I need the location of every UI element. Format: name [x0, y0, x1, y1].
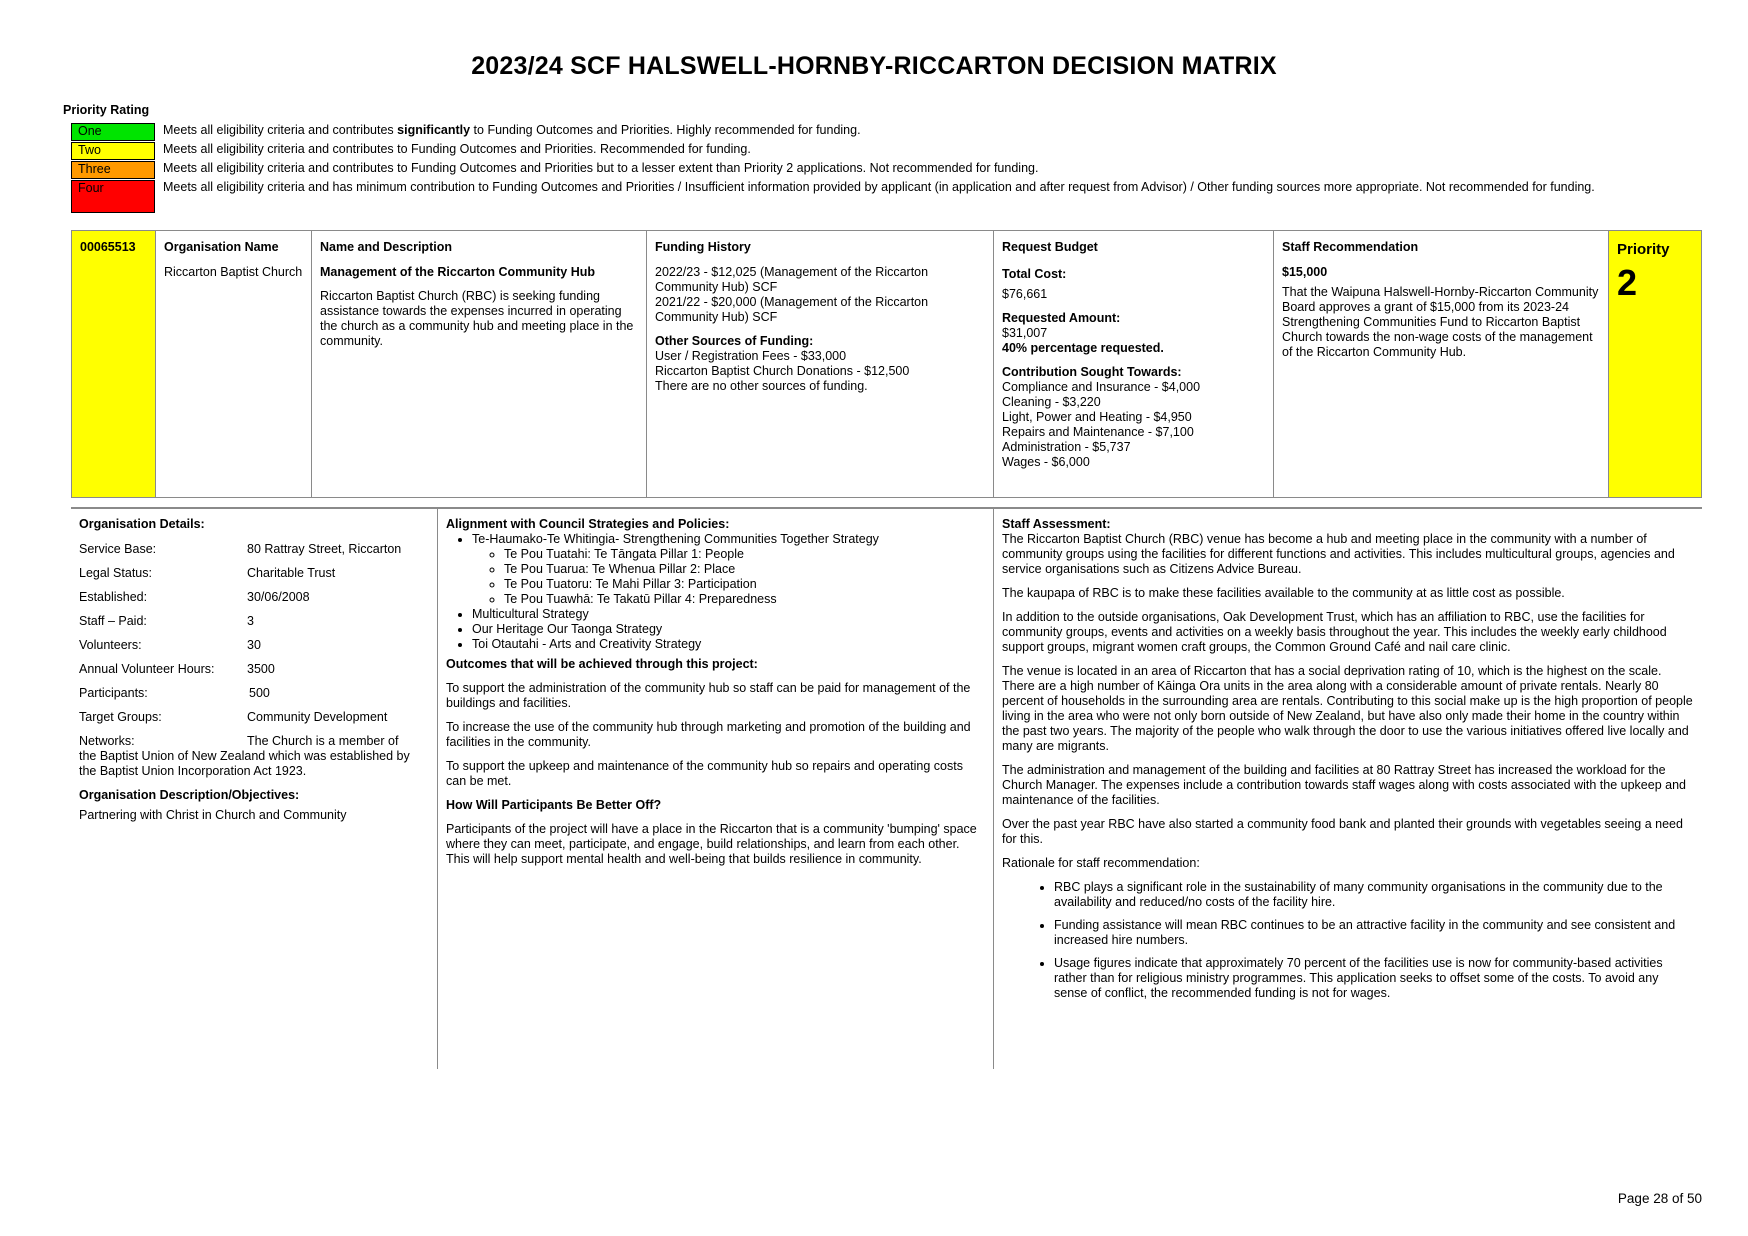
decision-matrix-row — [71, 230, 1702, 498]
detail-label: Staff – Paid: — [79, 614, 147, 628]
priority-header: Priority — [1617, 241, 1670, 258]
assessment-paragraph: The administration and management of the building and facilities at 80 Rattray Street has increased the workload for the Church Manager. The expenses include a contribution towards staff wages along with costs associated with the upkeep and maintenance of the facilities. — [1002, 763, 1686, 807]
pillar-list — [472, 547, 985, 607]
staff-assessment-panel — [993, 509, 1702, 1069]
better-off-text: Participants of the project will have a place in the Riccarton that is a community 'bumping' space where they can meet, participate, and engage, build relationships, and learn from each other. This will help support mental health and well-being that builds resilience in community. — [446, 822, 977, 866]
contribution-item: Light, Power and Heating - $4,950 — [1002, 410, 1192, 424]
strategy-item — [472, 532, 985, 607]
funding-history-header: Funding History — [655, 240, 751, 254]
detail-row-volunteer-hours — [79, 662, 429, 686]
alignment-heading: Alignment with Council Strategies and Policies: — [446, 517, 730, 531]
organisation-description-heading: Organisation Description/Objectives: — [79, 788, 300, 802]
pillar-item: ◦ Te Pou Tuatahi: Te Tāngata Pillar 1: People — [504, 547, 985, 562]
assessment-paragraph: In addition to the outside organisations, Oak Development Trust, which has an affiliation to RBC, use the facilities for community groups, events and activities on a weekly basis throughout the year. This includes the weekly early childhood support groups, migrant women craft groups, the Common Ground Café and nail care clinic. — [1002, 610, 1667, 654]
detail-label: Established: — [79, 590, 148, 604]
project-description: Riccarton Baptist Church (RBC) is seeking funding assistance towards the expenses incurred in operating the church as a community hub and meeting place in the community. — [320, 289, 634, 348]
detail-row-service-base — [79, 542, 429, 566]
contribution-item: Wages - $6,000 — [1002, 455, 1090, 469]
staff-recommendation-amount: $15,000 — [1282, 265, 1328, 279]
detail-label: Service Base: — [79, 542, 157, 556]
other-source-item: User / Registration Fees - $33,000 — [655, 349, 847, 363]
request-budget-header: Request Budget — [1002, 240, 1098, 254]
detail-row-volunteers — [79, 638, 429, 662]
detail-value: 30/06/2008 — [247, 590, 310, 604]
priority-swatch-three: Three — [71, 161, 155, 179]
detail-row-networks — [79, 734, 429, 779]
requested-amount-value: $31,007 — [1002, 326, 1048, 340]
requested-amount-label: Requested Amount: — [1002, 311, 1121, 325]
organisation-details-panel — [71, 509, 437, 1069]
total-cost-label: Total Cost: — [1002, 267, 1067, 281]
rationale-list — [1002, 880, 1694, 1001]
pillar-item: ◦ Te Pou Tuatoru: Te Mahi Pillar 3: Participation — [504, 577, 985, 592]
pillar-item: ◦ Te Pou Tuawhā: Te Takatū Pillar 4: Preparedness — [504, 592, 985, 607]
funding-history-item: 2022/23 - $12,025 (Management of the Riccarton Community Hub) SCF — [655, 265, 929, 294]
detail-row-legal-status — [79, 566, 429, 590]
name-description-header: Name and Description — [320, 240, 452, 254]
outcome-item: To increase the use of the community hub through marketing and promotion of the building and facilities in the community. — [446, 720, 971, 749]
application-id: 00065513 — [80, 240, 136, 254]
strategy-list — [446, 532, 985, 652]
priority-text-one — [163, 123, 1723, 138]
other-sources-header: Other Sources of Funding: — [655, 334, 814, 348]
detail-value: Charitable Trust — [247, 566, 336, 580]
priority-text-one-pre: Meets all eligibility criteria and contributes — [163, 123, 398, 137]
organisation-name: Riccarton Baptist Church — [164, 265, 303, 279]
organisation-details-heading: Organisation Details: — [79, 517, 205, 531]
funding-history-item: 2021/22 - $20,000 (Management of the Riccarton Community Hub) SCF — [655, 295, 929, 324]
priority-rating-heading: Priority Rating — [63, 103, 150, 117]
priority-value: 2 — [1617, 262, 1638, 303]
rationale-item: • Usage figures indicate that approximately 70 percent of the facilities use is now for community-based activities rather than for religious ministry programmes. This application seeks to offset some of the costs. To avoid any sense of conflict, the recommended funding is not for wages. — [1054, 956, 1694, 1001]
staff-assessment-heading: Staff Assessment: — [1002, 517, 1111, 531]
detail-label: Volunteers: — [79, 638, 142, 652]
rationale-item: • Funding assistance will mean RBC continues to be an attractive facility in the community and see consistent and increased hire numbers. — [1054, 918, 1694, 948]
priority-cell — [1609, 231, 1701, 497]
strategy-item: • Toi Otautahi - Arts and Creativity Strategy — [472, 637, 985, 652]
rationale-heading: Rationale for staff recommendation: — [1002, 856, 1200, 870]
assessment-paragraph: The kaupapa of RBC is to make these facilities available to the community at as little cost as possible. — [1002, 586, 1565, 600]
priority-text-one-post: to Funding Outcomes and Priorities. Highly recommended for funding. — [470, 123, 861, 137]
organisation-description: Partnering with Christ in Church and Community — [79, 808, 347, 822]
strategy-main: Te-Haumako-Te Whitingia- Strengthening Communities Together Strategy — [472, 532, 879, 546]
detail-label: Networks: — [79, 734, 135, 748]
detail-label: Legal Status: — [79, 566, 152, 580]
detail-value: Community Development — [247, 710, 388, 724]
staff-recommendation-text: That the Waipuna Halswell-Hornby-Riccarton Community Board approves a grant of $15,000 from its 2023-24 Strengthening Communities Fund to Riccarton Baptist Church towards the non-wage costs of the management of the Riccarton Community Hub. — [1282, 285, 1599, 359]
contribution-item: Administration - $5,737 — [1002, 440, 1131, 454]
detail-row-target-groups — [79, 710, 429, 734]
outcomes-heading: Outcomes that will be achieved through this project: — [446, 657, 758, 671]
detail-row-established — [79, 590, 429, 614]
page-title: 2023/24 SCF HALSWELL-HORNBY-RICCARTON DECISION MATRIX — [471, 52, 1277, 80]
assessment-paragraph: The Riccarton Baptist Church (RBC) venue has become a hub and meeting place in the community with a number of community groups using the facilities for different functions and activities. This includes multicultural groups, agencies and service organisations such as Citizens Advice Bureau. — [1002, 532, 1675, 576]
priority-swatch-four: Four — [71, 180, 155, 213]
funding-history-cell — [647, 231, 994, 497]
detail-value: 3500 — [247, 662, 275, 676]
detail-value: 30 — [247, 638, 261, 652]
priority-text-three: Meets all eligibility criteria and contributes to Funding Outcomes and Priorities but to a lesser extent than Priority 2 applications. Not recommended for funding. — [163, 161, 1039, 175]
name-description-cell — [312, 231, 647, 497]
request-budget-cell — [994, 231, 1274, 497]
assessment-paragraph: Over the past year RBC have also started a community food bank and planted their grounds with vegetables seeing a need for this. — [1002, 817, 1683, 846]
detail-value: 500 — [249, 686, 270, 700]
contribution-item: Compliance and Insurance - $4,000 — [1002, 380, 1201, 394]
total-cost-value: $76,661 — [1002, 287, 1048, 301]
rationale-item: • RBC plays a significant role in the sustainability of many community organisations in the community due to the availability and reduced/no costs of the facility hire. — [1054, 880, 1694, 910]
priority-swatch-two: Two — [71, 142, 155, 160]
strategy-item: • Our Heritage Our Taonga Strategy — [472, 622, 985, 637]
priority-text-four: Meets all eligibility criteria and has minimum contribution to Funding Outcomes and Priorities / Insufficient information provided by applicant (in application and after request from Advisor) / Other funding sources more appropriate. Not recommended for funding. — [163, 180, 1595, 194]
detail-value: 80 Rattray Street, Riccarton — [247, 542, 402, 556]
detail-value: 3 — [247, 614, 254, 628]
priority-text-two: Meets all eligibility criteria and contributes to Funding Outcomes and Priorities. Recommended for funding. — [163, 142, 751, 156]
better-off-heading: How Will Participants Be Better Off? — [446, 798, 662, 812]
staff-recommendation-cell — [1274, 231, 1609, 497]
detail-label: Participants: — [79, 686, 148, 700]
other-source-item: There are no other sources of funding. — [655, 379, 868, 393]
organisation-name-header: Organisation Name — [164, 240, 279, 254]
page-number: Page 28 of 50 — [1617, 1191, 1702, 1206]
detail-row-staff-paid — [79, 614, 429, 638]
application-id-cell — [72, 231, 156, 497]
outcome-item: To support the upkeep and maintenance of the community hub so repairs and operating costs can be met. — [446, 759, 963, 788]
staff-recommendation-header: Staff Recommendation — [1282, 240, 1419, 254]
organisation-name-cell — [156, 231, 312, 497]
detail-row-participants — [79, 686, 429, 710]
contribution-header: Contribution Sought Towards: — [1002, 365, 1182, 379]
networks-text: the Baptist Union of New Zealand which was established by the Baptist Union Incorporation Act 1923. — [79, 749, 410, 778]
networks-first-line: The Church is a member of — [247, 734, 399, 748]
priority-text-one-bold: significantly — [397, 123, 471, 137]
outcome-item: To support the administration of the community hub so staff can be paid for management of the buildings and facilities. — [446, 681, 971, 710]
detail-label: Annual Volunteer Hours: — [79, 662, 215, 676]
strategy-item: • Multicultural Strategy — [472, 607, 985, 622]
detail-label: Target Groups: — [79, 710, 162, 724]
pillar-item: ◦ Te Pou Tuarua: Te Whenua Pillar 2: Place — [504, 562, 985, 577]
contribution-item: Repairs and Maintenance - $7,100 — [1002, 425, 1194, 439]
alignment-outcomes-panel — [437, 509, 993, 1069]
priority-swatch-one: One — [71, 123, 155, 141]
assessment-paragraph: The venue is located in an area of Riccarton that has a social deprivation rating of 10, which is the highest on the scale. There are a high number of Kāinga Ora units in the area along with a considerable amount of private rentals. Nearly 80 percent of households in the surrounding area are rentals. Contributing to this social make up is the high proportion of people living in the area who were not only born outside of New Zealand, but have also only made their home in the country within the past two years. The majority of the people who walk through the door to use the various initiatives offered live locally and many are migrants. — [1002, 664, 1693, 753]
other-source-item: Riccarton Baptist Church Donations - $12,500 — [655, 364, 910, 378]
percentage-requested: 40% percentage requested. — [1002, 341, 1164, 355]
contribution-item: Cleaning - $3,220 — [1002, 395, 1101, 409]
project-title: Management of the Riccarton Community Hub — [320, 265, 596, 279]
